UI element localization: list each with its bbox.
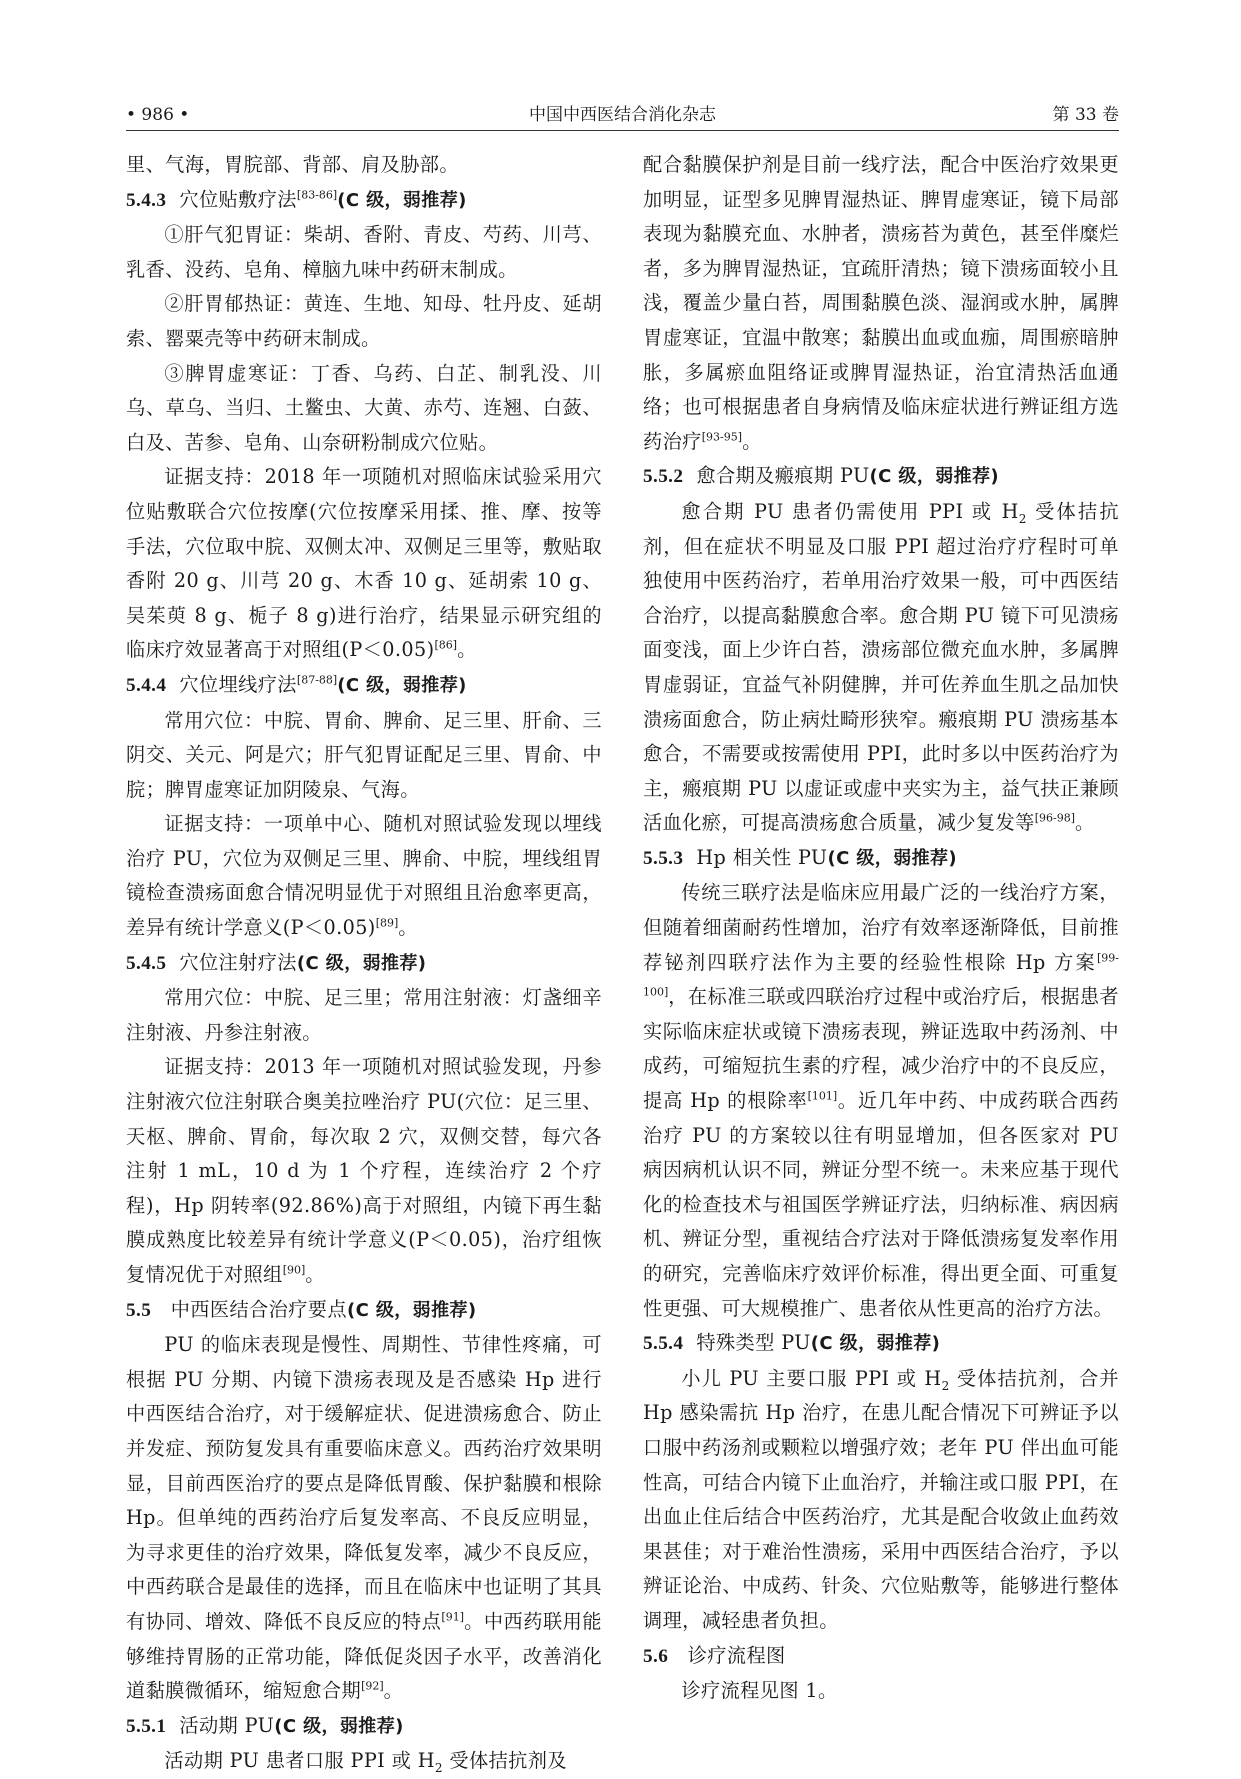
paragraph: ①肝气犯胃证：柴胡、香附、青皮、芍药、川芎、乳香、没药、皂角、樟脑九味中药研末制成。: [126, 223, 602, 281]
citation: [83-86]: [296, 187, 338, 201]
citation: [92]: [361, 1679, 384, 1693]
paragraph: 诊疗流程见图 1。: [681, 1679, 838, 1703]
citation: [101]: [807, 1089, 838, 1103]
citation: [93-95]: [701, 430, 743, 444]
section-heading-5-4-3: 5.4.3 穴位贴敷疗法[83-86](C 级，弱推荐): [126, 187, 467, 211]
section-heading-5-4-5: 5.4.5 穴位注射疗法(C 级，弱推荐): [126, 950, 427, 974]
paragraph: 传统三联疗法是临床应用最广泛的一线治疗方案，但随着细菌耐药性增加，治疗有效率逐渐降低，目前推荐铋剂四联疗法作为主要的经验性根除 Hp 方案[99-100]，在标准三联或四联治疗过程中或治疗后，根据患者实际临床症状或镜下溃疡表现，辨证选取中药汤剂、中成药，可缩短抗生素的疗程，减少治疗中的不良反应，提高 Hp 的根除率[101]。近几年中药、中成药联合西药治疗 PU 的方案较以往有明显增加，但各医家对 PU 病因病机认识不同，辨证分型不统一。未来应基于现代化的检查技术与祖国医学辨证疗法，归纳标准、病因病机、辨证分型，重视结合疗法对于降低溃疡复发率作用的研究，完善临床疗效评价标准，得出更全面、可重复性更强、可大规模推广、患者依从性更高的治疗方法。: [643, 881, 1119, 1320]
citation: [91]: [441, 1610, 464, 1624]
section-heading-5-5-4: 5.5.4 特殊类型 PU(C 级，弱推荐): [643, 1331, 941, 1355]
paragraph: 证据支持：2018 年一项随机对照临床试验采用穴位贴敷联合穴位按摩(穴位按摩采用揉、推、摩、按等手法，穴位取中脘、双侧太冲、双侧足三里等，敷贴取香附 20 g、川芎 20 g、木香 10 g、延胡索 10 g、吴茱萸 8 g、栀子 8 g)进行治疗，结果显示研究组的临床疗效显著高于对照组(P＜0.05)[86]。: [126, 465, 602, 662]
paragraph: 常用穴位：中脘、胃俞、脾俞、足三里、肝俞、三阴交、关元、阿是穴；肝气犯胃证配足三里、胃俞、中脘；脾胃虚寒证加阴陵泉、气海。: [126, 708, 602, 801]
paragraph: PU 的临床表现是慢性、周期性、节律性疼痛，可根据 PU 分期、内镜下溃疡表现及是否感染 Hp 进行中西医结合治疗，对于缓解症状、促进溃疡愈合、防止并发症、预防复发具有重要临床意义。西药治疗效果明显，目前西医治疗的要点是降低胃酸、保护黏膜和根除 Hp。但单纯的西药治疗后复发率高、不良反应明显，为寻求更佳的治疗效果，降低复发率，减少不良反应，中西药联合是最佳的选择，而且在临床中也证明了其具有协同、增效、降低不良反应的特点[91]。中西药联用能够维持胃肠的正常功能，降低促炎因子水平，改善消化道黏膜微循环，缩短愈合期[92]。: [126, 1333, 602, 1703]
right-column: [643, 148, 1119, 1709]
paragraph: 证据支持：一项单中心、随机对照试验发现以埋线治疗 PU，穴位为双侧足三里、脾俞、中脘，埋线组胃镜检查溃疡面愈合情况明显优于对照组且治愈率更高，差异有统计学意义(P＜0.05)[89]。: [126, 812, 602, 940]
paragraph: 配合黏膜保护剂是目前一线疗法，配合中医治疗效果更加明显，证型多见脾胃湿热证、脾胃虚寒证，镜下局部表现为黏膜充血、水肿者，溃疡苔为黄色，甚至伴糜烂者，多为脾胃湿热证，宜疏肝清热；镜下溃疡面较小且浅，覆盖少量白苔，周围黏膜色淡、湿润或水肿，属脾胃虚寒证，宜温中散寒；黏膜出血或血痂，周围瘀暗肿胀，多属瘀血阻络证或脾胃湿热证，治宜清热活血通络；也可根据患者自身病情及临床症状进行辨证组方选药治疗[93-95]。: [643, 153, 1119, 453]
section-heading-5-5-1: 5.5.1 活动期 PU(C 级，弱推荐): [126, 1713, 404, 1737]
citation: [99-100]: [643, 950, 1119, 999]
citation: [89]: [375, 916, 399, 930]
section-heading-5-6: 5.6 诊疗流程图: [643, 1643, 786, 1667]
section-heading-5-5-2: 5.5.2 愈合期及瘢痕期 PU(C 级，弱推荐): [643, 464, 1000, 488]
paragraph: ③脾胃虚寒证：丁香、乌药、白芷、制乳没、川乌、草乌、当归、土鳖虫、大黄、赤芍、连翘、白蔹、白及、苦参、皂角、山奈研粉制成穴位贴。: [126, 361, 602, 454]
section-heading-5-5-3: 5.5.3 Hp 相关性 PU(C 级，弱推荐): [643, 845, 958, 869]
paragraph: ②肝胃郁热证：黄连、生地、知母、牡丹皮、延胡索、罂粟壳等中药研末制成。: [126, 292, 602, 350]
paragraph: 里、气海，胃脘部、背部、肩及胁部。: [126, 153, 459, 176]
section-heading-5-5: 5.5 中西医结合治疗要点(C 级，弱推荐): [126, 1297, 477, 1321]
page-header: [126, 100, 1119, 131]
citation: [90]: [282, 1263, 306, 1277]
left-column: [126, 148, 602, 1779]
paragraph: 证据支持：2013 年一项随机对照试验发现，丹参注射液穴位注射联合奥美拉唑治疗 PU(穴位：足三里、天枢、脾俞、胃俞，每次取 2 穴，双侧交替，每穴各注射 1 mL，10 d 为 1 个疗程，连续治疗 2 个疗程)，Hp 阴转率(92.86%)高于对照组，内镜下再生黏膜成熟度比较差异有统计学意义(P＜0.05)，治疗组恢复情况优于对照组[90]。: [126, 1055, 602, 1286]
citation: [96-98]: [1034, 811, 1076, 825]
page-number: • 986 •: [126, 105, 190, 125]
paragraph: 活动期 PU 患者口服 PPI 或 $H_2$ 受体拮抗剂及: [164, 1749, 567, 1776]
journal-title: 中国中西医结合消化杂志: [529, 105, 716, 125]
paragraph: 常用穴位：中脘、足三里；常用注射液：灯盏细辛注射液、丹参注射液。: [126, 986, 602, 1044]
paragraph: 小儿 PU 主要口服 PPI 或 $H_2$ 受体拮抗剂，合并 Hp 感染需抗 Hp 治疗，在患儿配合情况下可辨证予以口服中药汤剂或颗粒以增强疗效；老年 PU 伴出血可能性高，可结合内镜下止血治疗，并输注或口服 PPI，在出血止住后结合中医药治疗，尤其是配合收敛止血药效果甚佳；对于难治性溃疡，采用中西医结合治疗，予以辨证论治、中成药、针灸、穴位贴敷等，能够进行整体调理，减轻患者负担。: [643, 1366, 1119, 1632]
section-heading-5-4-4: 5.4.4 穴位埋线疗法[87-88](C 级，弱推荐): [126, 672, 467, 696]
paragraph: 愈合期 PU 患者仍需使用 PPI 或 $H_2$ 受体拮抗剂，但在症状不明显及口服 PPI 超过治疗疗程时可单独使用中医药治疗，若单用治疗效果一般，可中西医结合治疗，以提高黏膜愈合率。愈合期 PU 镜下可见溃疡面变浅，面上少许白苔，溃疡部位微充血水肿，多属脾胃虚弱证，宜益气补阴健脾，并可佐养血生肌之品加快溃疡面愈合，防止病灶畸形狭窄。瘢痕期 PU 溃疡基本愈合，不需要或按需使用 PPI，此时多以中医药治疗为主，瘢痕期 PU 以虚证或虚中夹实为主，益气扶正兼顾活血化瘀，可提高溃疡愈合质量，减少复发等[96-98]。: [643, 499, 1119, 835]
volume-label: 第 33 卷: [1052, 105, 1119, 125]
citation: [86]: [434, 638, 458, 652]
citation: [87-88]: [296, 673, 338, 687]
